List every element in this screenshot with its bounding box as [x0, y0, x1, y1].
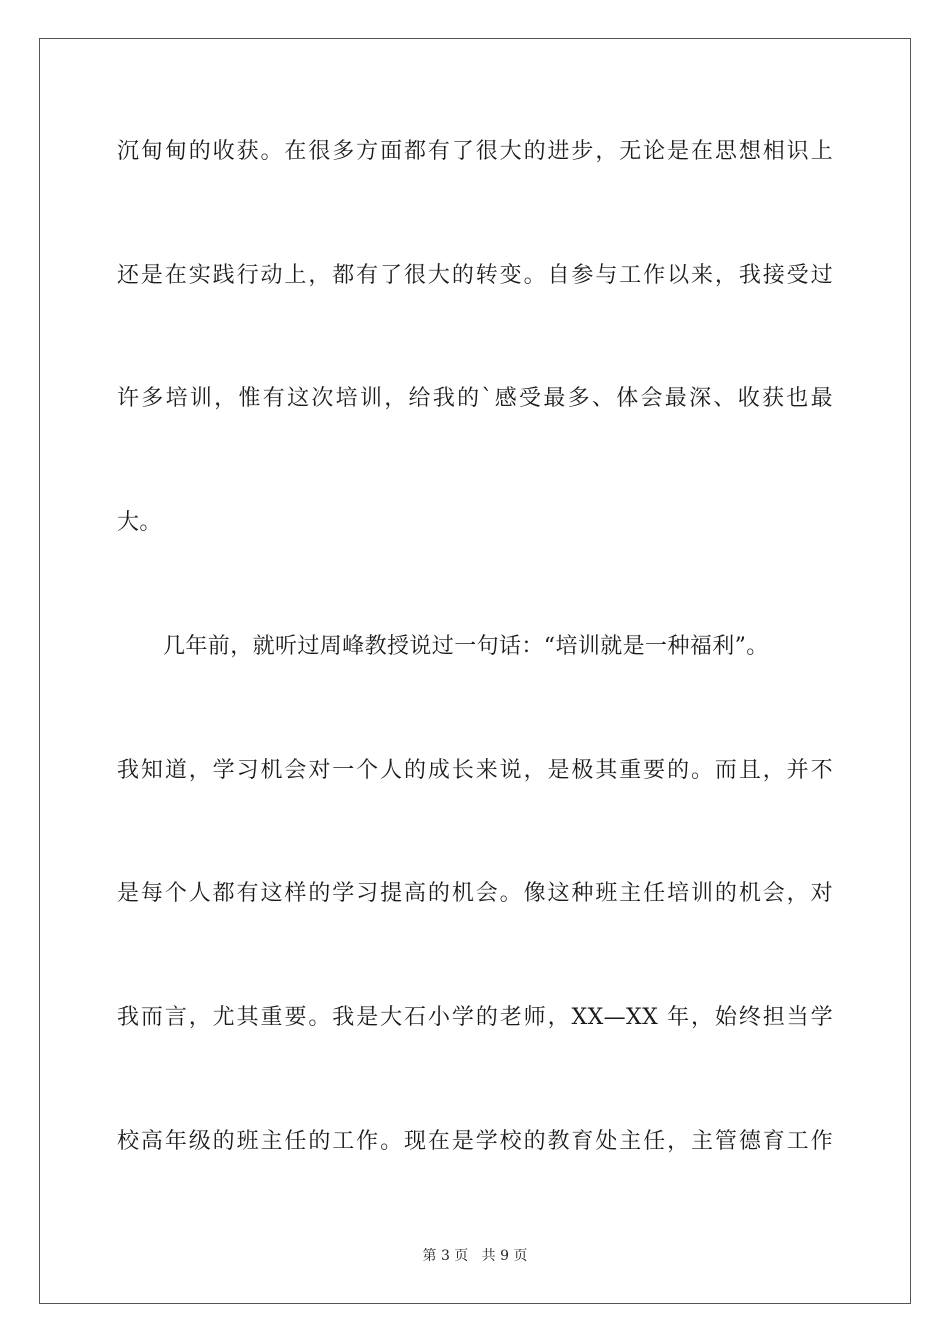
paragraph-line-6: 我知道，学习机会对一个人的成长来说，是极其重要的。而且，并不 — [117, 758, 833, 783]
paragraph-line-9: 校高年级的班主任的工作。现在是学校的教育处主任，主管德育工作 — [117, 1129, 833, 1154]
paragraph-line-1: 沉甸甸的收获。在很多方面都有了很大的进步，无论是在思想相识上 — [117, 139, 833, 164]
page-number: 第 3 页 — [422, 1248, 469, 1264]
page-border — [39, 38, 911, 1304]
paragraph-line-4: 大。 — [117, 510, 162, 535]
paragraph-line-2: 还是在实践行动上，都有了很大的转变。自参与工作以来，我接受过 — [117, 263, 833, 288]
page-footer — [0, 1247, 950, 1265]
total-pages: 共 9 页 — [481, 1248, 528, 1264]
paragraph-line-7: 是每个人都有这样的学习提高的机会。像这种班主任培训的机会，对 — [117, 881, 833, 906]
paragraph-line-8: 我而言，尤其重要。我是大石小学的老师，XX—XX 年，始终担当学 — [117, 1005, 833, 1030]
paragraph-line-5: 几年前，就听过周峰教授说过一句话：“培训就是一种福利”。 — [163, 634, 769, 659]
paragraph-line-3: 许多培训，惟有这次培训，给我的`感受最多、体会最深、收获也最 — [117, 386, 833, 411]
